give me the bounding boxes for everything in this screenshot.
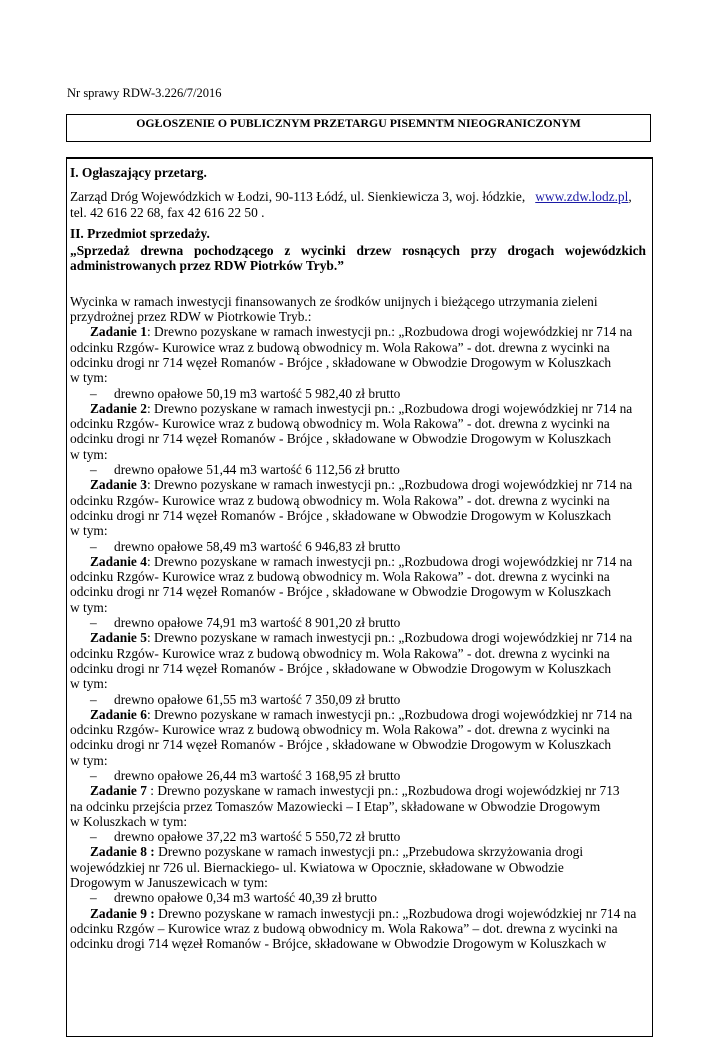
- task-label: Zadanie 6: [90, 706, 147, 722]
- task-line: [70, 554, 646, 569]
- task-line: w tym:: [70, 599, 108, 615]
- task-line: [70, 844, 646, 859]
- task-label: Zadanie 7: [90, 783, 147, 799]
- organizer-address: Zarząd Dróg Wojewódzkich w Łodzi, 90-113 Łódź, ul. Sienkiewicza 3, woj. łódzkie,: [70, 189, 526, 205]
- wood-item: [70, 692, 646, 707]
- task-line: w tym:: [70, 752, 108, 768]
- intro-text: Wycinka w ramach inwestycji finansowanych ze środków unijnych i bieżącego utrzymania zieleni przydrożnej przez RDW w Piotrkowie Tryb.:: [70, 293, 598, 325]
- task-line: w tym:: [70, 523, 108, 539]
- task-description: Drewno pozyskane w ramach inwestycji pn.: „Rozbudowa drogi wojewódzkiej nr 714 na: [154, 905, 637, 921]
- task-label: Zadanie 1: [90, 324, 147, 340]
- task-block: [70, 707, 646, 783]
- task-line: Drogowym w Januszewicach w tym:: [70, 875, 268, 891]
- task-line: [70, 477, 646, 492]
- task-block: [70, 630, 646, 706]
- task-line: w tym:: [70, 676, 108, 692]
- announcement-title: OGŁOSZENIE O PUBLICZNYM PRZETARGU PISEMNTM NIEOGRANICZONYM: [66, 114, 651, 142]
- dash-bullet: –: [90, 538, 97, 554]
- wood-item: [70, 615, 646, 630]
- task-block: [70, 477, 646, 553]
- task-label: Zadanie 8 :: [90, 844, 155, 860]
- wood-item-text: drewno opałowe 50,19 m3 wartość 5 982,40 zł brutto: [114, 385, 401, 401]
- task-description: : Drewno pozyskane w ramach inwestycji pn.: „Rozbudowa drogi wojewódzkiej nr 714 na: [146, 477, 633, 493]
- task-line: wojewódzkiej nr 726 ul. Biernackiego- ul. Kwiatowa w Opocznie, składowane w Obwodzie: [70, 859, 564, 875]
- wood-item-text: drewno opałowe 26,44 m3 wartość 3 168,95 zł brutto: [114, 767, 401, 783]
- wood-item: [70, 386, 646, 401]
- task-description: : Drewno pozyskane w ramach inwestycji pn.: „Rozbudowa drogi wojewódzkiej nr 714 na: [146, 630, 633, 646]
- wood-item-text: drewno opałowe 61,55 m3 wartość 7 350,09 zł brutto: [114, 691, 401, 707]
- dash-bullet: –: [90, 615, 97, 631]
- organizer-text: [70, 189, 646, 204]
- task-description: : Drewno pozyskane w ramach inwestycji pn.: „Rozbudowa drogi wojewódzkiej nr 713: [146, 783, 620, 799]
- dash-bullet: –: [90, 829, 97, 845]
- task-block: [70, 554, 646, 630]
- organizer-comma: ,: [628, 189, 632, 205]
- task-label: Zadanie 5: [90, 630, 147, 646]
- task-line: odcinku Rzgów- Kurowice wraz z budową obwodnicy m. Wola Rakowa” - dot. drewna z wycinki na: [70, 339, 610, 355]
- wood-item-text: drewno opałowe 58,49 m3 wartość 6 946,83 zł brutto: [114, 538, 401, 554]
- task-line: odcinku Rzgów- Kurowice wraz z budową obwodnicy m. Wola Rakowa” - dot. drewna z wycinki na: [70, 416, 610, 432]
- task-label: Zadanie 2: [90, 400, 147, 416]
- task-line: odcinku drogi nr 714 węzeł Romanów - Brójce , składowane w Obwodzie Drogowym w Koluszkach: [70, 584, 612, 600]
- section2-heading: II. Przedmiot sprzedaży.: [70, 225, 210, 241]
- task-block: [70, 906, 646, 952]
- task-line: [70, 401, 646, 416]
- task-line: w tym:: [70, 446, 108, 462]
- task-block: [70, 324, 646, 400]
- task-line: odcinku drogi nr 714 węzeł Romanów - Brójce , składowane w Obwodzie Drogowym w Koluszkach: [70, 354, 612, 370]
- dash-bullet: –: [90, 462, 97, 478]
- task-description: Drewno pozyskane w ramach inwestycji pn.: „Przebudowa skrzyżowania drogi: [154, 844, 584, 860]
- task-description: : Drewno pozyskane w ramach inwestycji pn.: „Rozbudowa drogi wojewódzkiej nr 714 na: [146, 706, 633, 722]
- task-line: odcinku Rzgów- Kurowice wraz z budową obwodnicy m. Wola Rakowa” - dot. drewna z wycinki na: [70, 492, 610, 508]
- wood-item-text: drewno opałowe 51,44 m3 wartość 6 112,56 zł brutto: [114, 462, 400, 478]
- task-label: Zadanie 9 :: [90, 905, 155, 921]
- wood-item: [70, 829, 646, 844]
- task-description: : Drewno pozyskane w ramach inwestycji pn.: „Rozbudowa drogi wojewódzkiej nr 714 na: [146, 553, 633, 569]
- section1-heading: I. Ogłaszający przetarg.: [70, 165, 207, 180]
- wood-item: [70, 768, 646, 783]
- task-line: [70, 630, 646, 645]
- announcement-body: [66, 157, 653, 1037]
- wood-item-text: drewno opałowe 74,91 m3 wartość 8 901,20 zł brutto: [114, 615, 401, 631]
- task-label: Zadanie 4: [90, 553, 147, 569]
- task-block: [70, 401, 646, 477]
- task-line: [70, 324, 646, 339]
- task-line: odcinku drogi nr 714 węzeł Romanów - Brójce , składowane w Obwodzie Drogowym w Koluszkach: [70, 660, 612, 676]
- task-label: Zadanie 3: [90, 477, 147, 493]
- task-line: odcinku drogi nr 714 węzeł Romanów - Brójce , składowane w Obwodzie Drogowym w Koluszkach: [70, 507, 612, 523]
- wood-item: [70, 462, 646, 477]
- contact-line: tel. 42 616 22 68, fax 42 616 22 50 .: [70, 204, 265, 220]
- task-list: [70, 324, 646, 951]
- task-line: odcinku drogi 714 węzeł Romanów - Brójce, składowane w Obwodzie Drogowym w Koluszkach w: [70, 936, 607, 952]
- task-description: : Drewno pozyskane w ramach inwestycji pn.: „Rozbudowa drogi wojewódzkiej nr 714 na: [146, 324, 633, 340]
- wood-item-text: drewno opałowe 37,22 m3 wartość 5 550,72 zł brutto: [114, 829, 401, 845]
- case-number: Nr sprawy RDW-3.226/7/2016: [67, 86, 222, 100]
- task-line: odcinku drogi nr 714 węzeł Romanów - Brójce , składowane w Obwodzie Drogowym w Koluszkach: [70, 737, 612, 753]
- task-line: w Koluszkach w tym:: [70, 813, 188, 829]
- task-line: na odcinku przejścia przez Tomaszów Mazowiecki – I Etap”, składowane w Obwodzie Drogowym: [70, 798, 601, 814]
- dash-bullet: –: [90, 767, 97, 783]
- dash-bullet: –: [90, 385, 97, 401]
- task-line: w tym:: [70, 370, 108, 386]
- wood-item: [70, 890, 646, 905]
- task-line: odcinku Rzgów- Kurowice wraz z budową obwodnicy m. Wola Rakowa” - dot. drewna z wycinki na: [70, 722, 610, 738]
- task-line: odcinku Rzgów- Kurowice wraz z budową obwodnicy m. Wola Rakowa” - dot. drewna z wycinki na: [70, 645, 610, 661]
- task-line: [70, 906, 646, 921]
- wood-item: [70, 539, 646, 554]
- task-block: [70, 844, 646, 905]
- task-line: odcinku Rzgów- Kurowice wraz z budową obwodnicy m. Wola Rakowa” - dot. drewna z wycinki na: [70, 569, 610, 585]
- task-line: odcinku Rzgów – Kurowice wraz z budową obwodnicy m. Wola Rakowa” – dot. drewna z wycinki na: [70, 920, 618, 936]
- task-line: [70, 707, 646, 722]
- dash-bullet: –: [90, 890, 97, 906]
- task-block: [70, 783, 646, 844]
- wood-item-text: drewno opałowe 0,34 m3 wartość 40,39 zł brutto: [114, 890, 377, 906]
- sale-subject: „Sprzedaż drewna pochodzącego z wycinki drzew rosnących przy drogach wojewódzkich administrowanych przez RDW Piotrków Tryb.”: [70, 243, 646, 274]
- website-link[interactable]: www.zdw.lodz.pl: [535, 189, 629, 205]
- task-line: odcinku drogi nr 714 węzeł Romanów - Brójce , składowane w Obwodzie Drogowym w Koluszkach: [70, 431, 612, 447]
- task-line: [70, 783, 646, 798]
- dash-bullet: –: [90, 691, 97, 707]
- task-description: : Drewno pozyskane w ramach inwestycji pn.: „Rozbudowa drogi wojewódzkiej nr 714 na: [146, 400, 633, 416]
